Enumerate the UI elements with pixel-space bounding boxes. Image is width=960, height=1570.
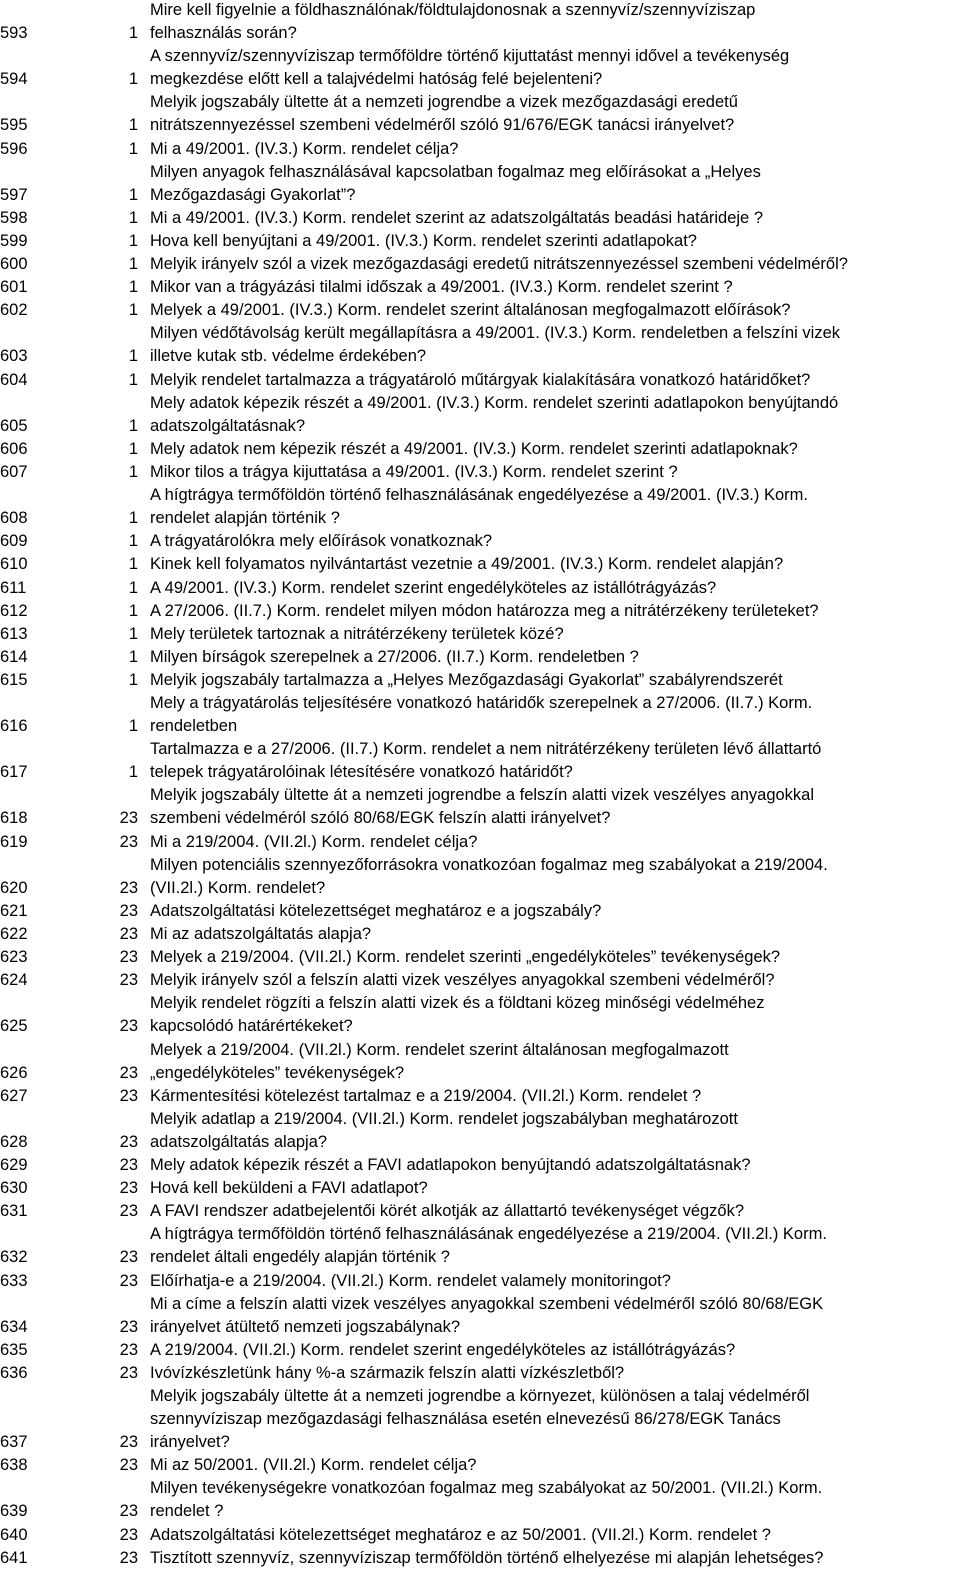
question-text: Adatszolgáltatási kötelezettséget meghatároz e az 50/2001. (VII.2l.) Korm. rendelet ? [150,1525,771,1544]
table-row [0,1108,960,1154]
category-code: 23 [119,1202,138,1221]
table-row [0,45,960,91]
question-number: 613 [0,624,28,643]
question-number: 603 [0,347,28,366]
category-code: 23 [119,1363,138,1382]
category-code: 1 [128,555,138,574]
question-text: A trágyatárolókra mely előírások vonatkoznak? [150,532,493,551]
question-text: Melyik jogszabály tartalmazza a „Helyes Mezőgazdasági Gyakorlat” szabályrendszerét [150,670,783,689]
question-text: irányelvet átültető nemzeti jogszabálynak? [150,1317,461,1336]
category-code: 23 [119,1456,138,1475]
table-row [0,1362,960,1385]
question-text: rendelet alapján történik ? [150,509,340,528]
question-text: Mi az adatszolgáltatás alapja? [150,925,372,943]
category-code: 1 [128,463,138,481]
table-row [0,1547,960,1570]
question-number: 623 [0,948,28,967]
category-code: 1 [128,24,138,43]
table-row [0,1039,960,1085]
question-number: 629 [0,1156,28,1174]
table-row [0,161,960,207]
category-code: 1 [128,532,138,551]
question-number: 620 [0,878,28,897]
question-text: Tisztított szennyvíz, szennyvíziszap termőföldön történő elhelyezése mi alapján lehetséges? [150,1548,824,1567]
question-number: 597 [0,185,28,204]
category-code: 23 [119,971,138,990]
table-row [0,923,960,946]
table-row [0,738,960,784]
question-number: 630 [0,1179,28,1198]
table-row [0,831,960,854]
table-row [0,1454,960,1477]
question-text: Mikor van a trágyázási tilalmi időszak a 49/2001. (IV.3.) Korm. rendelet szerint ? [150,278,733,297]
question-text: rendelet általi engedély alapján történik ? [150,1248,450,1267]
table-row [0,253,960,276]
category-code: 1 [128,70,138,89]
table-row [0,138,960,161]
question-text: Milyen védőtávolság került megállapításra a 49/2001. (IV.3.) Korm. rendeletben a felszíni vizek [150,324,841,343]
question-number: 595 [0,116,28,135]
table-row [0,900,960,923]
question-number: 633 [0,1271,28,1290]
question-number: 637 [0,1433,28,1452]
question-text: A 219/2004. (VII.2l.) Korm. rendelet szerint engedélyköteles az istállótrágyázás? [150,1340,736,1359]
table-row [0,1385,960,1454]
question-number: 619 [0,832,28,851]
question-number: 627 [0,1086,28,1105]
question-text: Mi az 50/2001. (VII.2l.) Korm. rendelet célja? [150,1456,477,1475]
category-code: 1 [128,301,138,320]
table-row [0,276,960,299]
category-code: 23 [119,1248,138,1267]
question-text: A hígtrágya termőföldön történő felhasználásának engedélyezése a 49/2001. (IV.3.) Korm. [150,486,808,505]
table-row [0,299,960,322]
question-number: 622 [0,925,28,943]
question-text: A 27/2006. (II.7.) Korm. rendelet milyen módon határozza meg a nitrátérzékeny területeket? [150,601,819,620]
question-number: 602 [0,301,28,320]
question-number: 615 [0,670,28,689]
category-code: 1 [128,370,138,389]
question-text: Milyen tevékenységekre vonatkozóan fogalmaz meg szabályokat az 50/2001. (VII.2l.) Korm. [150,1479,823,1498]
category-code: 23 [119,1433,138,1452]
table-row [0,91,960,137]
question-text: adatszolgáltatás alapja? [150,1132,328,1151]
table-row [0,992,960,1038]
question-number: 616 [0,717,28,736]
question-text: Mi a 49/2001. (IV.3.) Korm. rendelet célja? [150,139,459,158]
category-code: 23 [119,1271,138,1290]
category-code: 1 [128,278,138,297]
category-code: 1 [128,601,138,620]
category-code: 23 [119,1132,138,1151]
question-number: 635 [0,1340,28,1359]
question-number: 614 [0,647,28,666]
question-text: kapcsolódó határértékeket? [150,1017,353,1036]
category-code: 23 [119,1502,138,1521]
category-code: 23 [119,809,138,828]
category-code: 23 [119,1548,138,1567]
question-text: A FAVI rendszer adatbejelentői körét alkotják az állattartó tevékenységet végzők? [150,1202,745,1221]
question-text: Mi a 49/2001. (IV.3.) Korm. rendelet szerint az adatszolgáltatás beadási határideje ? [150,208,763,227]
question-text: Melyik jogszabály ültette át a nemzeti jogrendbe a felszín alatti vizek veszélyes anyagokkal [150,786,815,805]
question-number: 611 [0,578,27,597]
question-text: Mi a címe a felszín alatti vizek veszélyes anyagokkal szembeni védelméről szóló 80/68/EGK [150,1294,824,1313]
question-text: felhasználás során? [150,24,297,43]
category-code: 1 [128,416,138,435]
category-code: 23 [119,1179,138,1198]
question-text: Mely adatok képezik részét a 49/2001. (IV.3.) Korm. rendelet szerinti adatlapokon benyújtandó [150,393,839,412]
category-code: 23 [119,878,138,897]
question-text: Hova kell benyújtani a 49/2001. (IV.3.) Korm. rendelet szerinti adatlapokat? [150,232,697,250]
question-text: illetve kutak stb. védelme érdekében? [150,347,427,366]
question-number: 596 [0,139,28,158]
table-row [0,1223,960,1269]
question-text: Milyen potenciális szennyezőforrásokra vonatkozóan fogalmaz meg szabályokat a 219/2004. [150,855,828,874]
question-text: Kármentesítési kötelezést tartalmaz e a 219/2004. (VII.2l.) Korm. rendelet ? [150,1086,702,1105]
category-code: 23 [119,1017,138,1036]
category-code: 23 [119,1317,138,1336]
category-code: 1 [128,717,138,736]
question-text: Mely a trágyatárolás teljesítésére vonatkozó határidők szerepelnek a 27/2006. (II.7.) Korm. [150,694,813,712]
question-text: „engedélyköteles” tevékenységek? [150,1063,405,1082]
question-number: 612 [0,601,28,620]
question-number: 601 [0,278,28,297]
table-row [0,1177,960,1200]
question-text: A 49/2001. (IV.3.) Korm. rendelet szerint engedélyköteles az istállótrágyázás? [150,578,717,597]
question-number: 632 [0,1248,28,1267]
question-number: 600 [0,255,28,274]
question-number: 640 [0,1525,28,1544]
question-text: (VII.2l.) Korm. rendelet? [150,878,326,897]
question-number: 625 [0,1017,28,1036]
table-row [0,438,960,461]
question-number: 604 [0,370,28,389]
table-row [0,1339,960,1362]
category-code: 1 [128,347,138,366]
category-code: 1 [128,232,138,250]
table-row [0,784,960,830]
category-code: 23 [119,1340,138,1359]
question-text: A hígtrágya termőföldön történő felhasználásának engedélyezése a 219/2004. (VII.2l.) Korm. [150,1225,827,1244]
question-text: Mikor tilos a trágya kijuttatása a 49/2001. (IV.3.) Korm. rendelet szerint ? [150,463,678,481]
question-text: rendelet ? [150,1502,224,1521]
question-number: 624 [0,971,28,990]
table-row [0,322,960,368]
category-code: 1 [128,255,138,274]
category-code: 1 [128,578,138,597]
table-row [0,369,960,392]
table-row [0,946,960,969]
question-text: Melyik adatlap a 219/2004. (VII.2l.) Korm. rendelet jogszabályban meghatározott [150,1109,738,1128]
category-code: 23 [119,832,138,851]
question-number: 628 [0,1132,28,1151]
category-code: 23 [119,1063,138,1082]
category-code: 1 [128,647,138,666]
question-number: 593 [0,24,28,43]
question-number: 606 [0,439,28,458]
question-text: Milyen anyagok felhasználásával kapcsolatban fogalmaz meg előírásokat a „Helyes [150,162,761,181]
table-row [0,484,960,530]
question-text: Mely adatok képezik részét a FAVI adatlapokon benyújtandó adatszolgáltatásnak? [150,1156,751,1174]
question-text: Mely adatok nem képezik részét a 49/2001. (IV.3.) Korm. rendelet szerinti adatlapoknak? [150,439,798,458]
question-text: Hová kell beküldeni a FAVI adatlapot? [150,1179,428,1198]
question-text: Mire kell figyelnie a földhasználónak/földtulajdonosnak a szennyvíz/szennyvíziszap [150,1,756,19]
table-row [0,392,960,438]
table-row [0,530,960,553]
question-text: Mezőgazdasági Gyakorlat”? [150,185,356,204]
category-code: 23 [119,948,138,967]
question-text: Mely területek tartoznak a nitrátérzékeny területek közé? [150,624,564,643]
category-code: 1 [128,116,138,135]
table-row [0,0,960,45]
question-text: Melyik rendelet tartalmazza a trágyatároló műtárgyak kialakítására vonatkozó határidőket? [150,370,811,389]
question-text: Tartalmazza e a 27/2006. (II.7.) Korm. rendelet a nem nitrátérzékeny területen lévő állattartó [150,740,822,759]
table-row [0,577,960,600]
question-text: Milyen bírságok szerepelnek a 27/2006. (II.7.) Korm. rendeletben ? [150,647,639,666]
question-number: 598 [0,208,28,227]
category-code: 1 [128,509,138,528]
table-row [0,1154,960,1177]
table-row [0,1270,960,1293]
category-code: 23 [119,901,138,920]
question-text: szembeni védelméról szóló 80/68/EGK felszín alatti irányelvet? [150,809,611,828]
table-row [0,600,960,623]
table-row [0,1085,960,1108]
question-number: 638 [0,1456,28,1475]
table-row [0,230,960,253]
question-number: 608 [0,509,28,528]
category-code: 1 [128,185,138,204]
question-text: adatszolgáltatásnak? [150,416,306,435]
category-code: 23 [119,925,138,943]
category-code: 23 [119,1086,138,1105]
question-text: Ivóvízkészletünk hány %-a származik felszín alatti vízkészletből? [150,1363,625,1382]
question-text: Melyik rendelet rögzíti a felszín alatti vizek és a földtani közeg minőségi védelméhez [150,994,765,1013]
question-number: 634 [0,1317,28,1336]
table-row [0,646,960,669]
category-code: 1 [128,208,138,227]
question-number: 636 [0,1363,28,1382]
question-text: Melyik irányelv szól a felszín alatti vizek veszélyes anyagokkal szembeni védelméről? [150,971,775,990]
category-code: 1 [128,670,138,689]
question-text: Adatszolgáltatási kötelezettséget meghatároz e a jogszabály? [150,901,602,920]
question-number: 618 [0,809,28,828]
question-text: rendeletben [150,717,238,736]
question-text: telepek trágyatárolóinak létesítésére vonatkozó határidőt? [150,763,573,782]
question-text: Előírhatja-e a 219/2004. (VII.2l.) Korm. rendelet valamely monitoringot? [150,1271,671,1290]
table-row [0,1477,960,1523]
question-text: A szennyvíz/szennyvíziszap termőföldre történő kijuttatást mennyi idővel a tevékenység [150,47,790,66]
question-text: Kinek kell folyamatos nyilvántartást vezetnie a 49/2001. (IV.3.) Korm. rendelet alapján? [150,555,784,574]
category-code: 1 [128,439,138,458]
question-number: 599 [0,232,28,250]
category-code: 23 [119,1525,138,1544]
question-number: 631 [0,1202,28,1221]
question-text: Melyek a 49/2001. (IV.3.) Korm. rendelet szerint általánosan megfogalmazott előírások? [150,301,791,320]
question-text: Mi a 219/2004. (VII.2l.) Korm. rendelet célja? [150,832,478,851]
question-text: irányelvet? [150,1433,230,1452]
category-code: 1 [128,624,138,643]
category-code: 23 [119,1156,138,1174]
question-text: Melyek a 219/2004. (VII.2l.) Korm. rendelet szerinti „engedélyköteles” tevékenységek? [150,948,781,967]
table-row [0,207,960,230]
question-number: 607 [0,463,28,481]
question-number: 594 [0,70,28,89]
question-number: 641 [0,1548,28,1567]
table-row [0,461,960,484]
question-number: 617 [0,763,28,782]
category-code: 1 [128,139,138,158]
question-number: 605 [0,416,28,435]
question-text: Melyek a 219/2004. (VII.2l.) Korm. rendelet szerint általánosan megfogalmazott [150,1040,729,1059]
question-text: Melyik jogszabály ültette át a nemzeti jogrendbe a környezet, különösen a talaj védelméről [150,1387,810,1405]
table-row [0,1293,960,1339]
table-row [0,692,960,738]
table-row [0,623,960,646]
table-row [0,553,960,576]
question-text: nitrátszennyezéssel szembeni védelméről szóló 91/676/EGK tanácsi irányelvet? [150,116,735,135]
question-number: 610 [0,555,28,574]
question-text: Melyik irányelv szól a vizek mezőgazdasági eredetű nitrátszennyezéssel szembeni védelméről? [150,255,848,274]
question-text: megkezdése előtt kell a talajvédelmi hatóság felé bejelenteni? [150,70,603,89]
table-row [0,1524,960,1547]
table-row [0,1200,960,1223]
table-row [0,969,960,992]
category-code: 1 [128,763,138,782]
question-text: szennyvíziszap mezőgazdasági felhasználása esetén elnevezésű 86/278/EGK Tanács [150,1410,781,1429]
table-row [0,669,960,692]
question-text: Melyik jogszabály ültette át a nemzeti jogrendbe a vizek mezőgazdasági eredetű [150,93,738,112]
question-number: 609 [0,532,28,551]
question-number: 621 [0,901,28,920]
question-number: 639 [0,1502,28,1521]
question-number: 626 [0,1063,28,1082]
table-row [0,854,960,900]
